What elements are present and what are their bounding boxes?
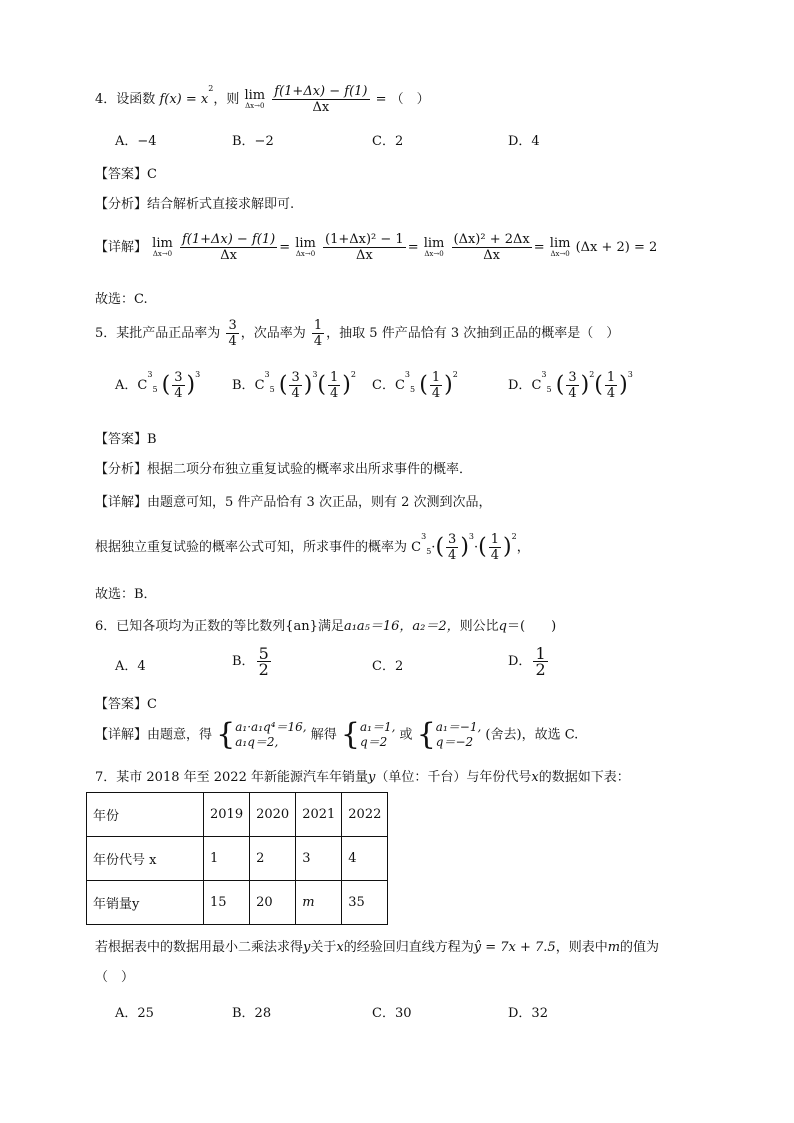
q5-analysis: 【分析】根据二项分布独立重复试验的概率求出所求事件的概率． [95,462,473,477]
q5-option-c: C．$C^3_5$ ( $\frac{1}{4}$ )$^2$ [372,370,458,401]
answer-label: 【答案】 [95,167,148,182]
q6-stem: 6．已知各项均为正数的等比数列{an}满足a₁a₅＝16，a₂＝2，则公比q＝( ) [95,619,557,634]
q5-detail: 【详解】由题意可知，5 件产品恰有 3 次正品，则有 2 次测到次品， [95,495,492,510]
q5-stem: 5．某批产品正品率为 $\frac{3}{4}$ ，次品率为 $\frac{1}{4}$ ，抽取 5 件产品恰有 3 次抽到正品的概率是（ ） [95,318,620,349]
q4-analysis [95,193,294,212]
q7-option-c: C．30 [372,1006,412,1021]
q6-option-a: A．4 [115,659,146,674]
table-row: 年销量y 15 20 m 35 [87,881,388,925]
q7-stem: 7．某市 2018 年至 2022 年新能源汽车年销量y（单位：千台）与年份代号x的数据如下表： [95,770,630,785]
q7-option-b: B．28 [232,1006,272,1021]
q4-option-b: B．−2 [232,134,274,149]
q4-stem: 4．设函数 $f(x) = x^2$，则 lim Δx→0 $\frac{f(1+\Delta x) - f(1)}{\Delta x}$ = （ ） [95,84,430,115]
q4-option-a: A．−4 [115,134,157,149]
q4-prefix: 设函数 [116,92,156,107]
q7-option-d: D．32 [508,1006,548,1021]
q4-analysis-text: 结合解析式直接求解即可. [147,197,295,212]
q6-option-d: D． $\frac{1}{2}$ [508,644,546,679]
q7-data-table [86,792,388,925]
q4-after-func: ，则 [213,92,240,107]
q5-option-a: A．$C^3_5$ ( $\frac{3}{4}$ )$^3$ [115,370,201,401]
q4-option-d: D．4 [508,134,540,149]
q4-limit: lim Δx→0 [244,87,266,110]
q4-answer-value: C [147,167,157,182]
table-row: 年份 2019 2020 2021 2022 [87,793,388,837]
q7-option-a: A．25 [115,1006,154,1021]
q5-conclusion: 故选：B． [95,587,157,602]
q6-answer: 【答案】C [95,697,157,712]
q4-answer [95,163,157,182]
q7-blank: （ ） [95,970,135,985]
q5-option-b: B．$C^3_5$ ( $\frac{3}{4}$ )$^3$( $\frac{1}{4}$ )$^2$ [232,370,356,401]
q5-answer: 【答案】B [95,432,157,447]
q4-conclusion: 故选：C. [95,292,148,307]
q4-detail: 【详解】 lim Δx→0 $\frac{f(1+\Delta x) - f(1)}{\Delta x}$ = lim Δx→0 $\frac{\text{(1+Δx)² − 1}}{\Delta x}$ = lim Δx→0 $\frac{\text{(Δx)² + 2Δx}}{\Delta x}$ = lim Δx→0 (Δx + 2) = 2 [95,232,658,263]
q4-option-c: C．2 [372,134,404,149]
q4-blank: = （ ） [375,92,430,107]
q6-option-c: C．2 [372,659,404,674]
q5-detail-formula: 根据独立重复试验的概率公式可知，所求事件的概率为 $C^3_5\cdot$( $\frac{3}{4}$ )$^3$·( $\frac{1}{4}$ )$^2$， [95,532,530,563]
q5-pass-rate: $\frac{3}{4}$ [228,318,237,349]
table-row: 年份代号 x 1 2 3 4 [87,837,388,881]
q7-question: 若根据表中的数据用最小二乘法求得y关于x的经验回归直线方程为ŷ = 7x + 7.5，则表中m的值为 [95,940,660,955]
q4-number: 4． [95,92,117,107]
q5-defect-rate: $\frac{1}{4}$ [313,318,323,349]
q4-fraction: $\frac{f(1+\Delta x) - f(1)}{\Delta x}$ [274,84,368,115]
detail-label: 【详解】 [95,240,148,255]
q6-option-b: B． $\frac{5}{2}$ [232,644,269,679]
q4-func: f(x) = x [159,92,209,107]
q5-option-d: D．$C^3_5$ ( $\frac{3}{4}$ )$^2$( $\frac{1}{4}$ )$^3$ [508,370,633,401]
q6-detail: 【详解】由题意，得 { a₁·a₁q⁴＝16, a₁q＝2, 解得 { a₁＝1, q＝2 或 { a₁＝−1, q＝−2 (舍去)，故选 C. [95,717,579,752]
analysis-label: 【分析】 [95,197,148,212]
